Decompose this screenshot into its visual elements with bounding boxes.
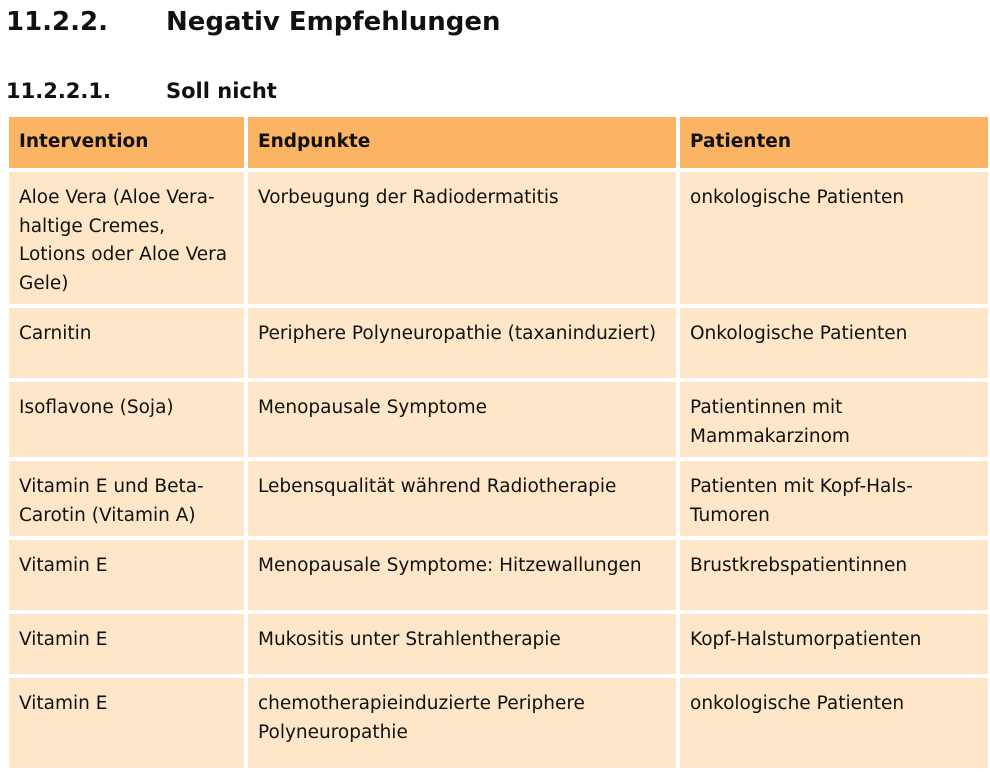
section-heading [6, 4, 906, 40]
table-row [9, 380, 990, 459]
table-header-row [9, 115, 990, 170]
header-intervention: Intervention [9, 115, 246, 170]
table-row [9, 676, 990, 770]
cell-patienten: Kopf-Halstumorpatienten [678, 612, 990, 676]
section-title: Negativ Empfehlungen [166, 7, 501, 37]
subsection-number: 11.2.2.1. [6, 79, 111, 103]
table-row [9, 170, 990, 306]
cell-endpunkte: chemotherapieinduzierte Periphere Polyneuropathie [246, 676, 678, 770]
cell-intervention: Aloe Vera (Aloe Vera-haltige Cremes, Lotions oder Aloe Vera Gele) [9, 170, 246, 306]
cell-patienten: Onkologische Patienten [678, 306, 990, 380]
cell-intervention: Vitamin E [9, 676, 246, 770]
cell-endpunkte: Mukositis unter Strahlentherapie [246, 612, 678, 676]
table-row [9, 538, 990, 612]
cell-patienten: onkologische Patienten [678, 676, 990, 770]
cell-patienten: onkologische Patienten [678, 170, 990, 306]
cell-intervention: Vitamin E [9, 612, 246, 676]
cell-endpunkte: Vorbeugung der Radiodermatitis [246, 170, 678, 306]
cell-intervention: Vitamin E [9, 538, 246, 612]
recommendations-table [9, 113, 990, 772]
cell-endpunkte: Periphere Polyneuropathie (taxaninduziert) [246, 306, 678, 380]
header-patienten: Patienten [678, 115, 990, 170]
cell-intervention: Carnitin [9, 306, 246, 380]
table-row [9, 306, 990, 380]
cell-endpunkte: Lebensqualität während Radiotherapie [246, 459, 678, 538]
cell-endpunkte: Menopausale Symptome [246, 380, 678, 459]
cell-patienten: Brustkrebspatientinnen [678, 538, 990, 612]
section-number: 11.2.2. [6, 7, 108, 37]
cell-patienten: Patienten mit Kopf-Hals-Tumoren [678, 459, 990, 538]
cell-intervention: Vitamin E und Beta-Carotin (Vitamin A) [9, 459, 246, 538]
subsection-title: Soll nicht [166, 79, 277, 103]
cell-intervention: Isoflavone (Soja) [9, 380, 246, 459]
cell-patienten: Patientinnen mit Mammakarzinom [678, 380, 990, 459]
table-row [9, 612, 990, 676]
cell-endpunkte: Menopausale Symptome: Hitzewallungen [246, 538, 678, 612]
header-endpunkte: Endpunkte [246, 115, 678, 170]
table-row [9, 459, 990, 538]
subsection-heading [6, 77, 906, 105]
